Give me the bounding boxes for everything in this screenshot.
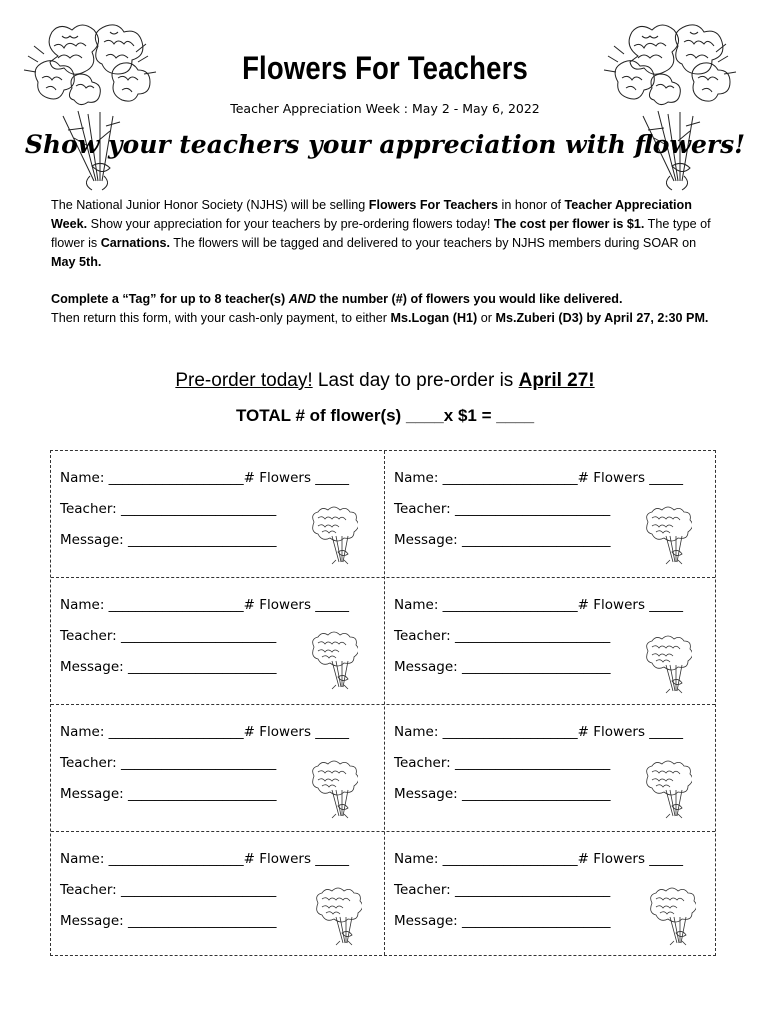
carnation-bouquet-icon (642, 631, 692, 695)
tag-name-field[interactable]: Name: ____________________# Flowers _____ (394, 597, 684, 613)
flower-tag (384, 450, 717, 576)
tag-teacher-field[interactable]: Teacher: _______________________ (394, 501, 611, 517)
carnation-bouquet-icon (308, 756, 358, 820)
tag-message-field[interactable]: Message: ______________________ (60, 786, 277, 802)
tag-teacher-field[interactable]: Teacher: _______________________ (394, 628, 611, 644)
tag-teacher-field[interactable]: Teacher: _______________________ (60, 882, 277, 898)
carnation-bouquet-icon (646, 883, 696, 947)
total-line: TOTAL # of flower(s) ____x $1 = ____ (235, 406, 535, 425)
tag-name-field[interactable]: Name: ____________________# Flowers _____ (60, 597, 350, 613)
tag-name-field[interactable]: Name: ____________________# Flowers _____ (394, 851, 684, 867)
tag-message-field[interactable]: Message: ______________________ (60, 532, 277, 548)
tag-teacher-field[interactable]: Teacher: _______________________ (60, 628, 277, 644)
intro-paragraph: The National Junior Honor Society (NJHS) will be selling Flowers For Teachers in honor of Teacher Appreciation Week. Show your appreciation for your teachers by pre-ordering flowers today! The cost per flower is $1. The type of flower is Carnations. The flowers will be tagged and delivered to your teachers by NJHS members during SOAR on May 5th. (51, 198, 711, 269)
tag-teacher-field[interactable]: Teacher: _______________________ (60, 755, 277, 771)
carnation-bouquet-icon (308, 502, 358, 566)
tag-message-field[interactable]: Message: ______________________ (60, 913, 277, 929)
tag-name-field[interactable]: Name: ____________________# Flowers _____ (394, 724, 684, 740)
flower-tag (50, 577, 383, 703)
tag-message-field[interactable]: Message: ______________________ (394, 532, 611, 548)
carnation-bouquet-icon (308, 627, 358, 691)
tag-message-field[interactable]: Message: ______________________ (394, 913, 611, 929)
tag-teacher-field[interactable]: Teacher: _______________________ (394, 882, 611, 898)
page-title: Flowers For Teachers (242, 50, 528, 86)
flower-tag (50, 704, 383, 830)
carnation-bouquet-icon (312, 883, 362, 947)
page-subtitle: Teacher Appreciation Week : May 2 - May 6, 2022 (230, 101, 540, 116)
preorder-line: Pre-order today! Last day to pre-order is April 27! (175, 370, 595, 391)
tag-name-field[interactable]: Name: ____________________# Flowers _____ (60, 851, 350, 867)
flower-tag (384, 831, 717, 957)
flower-tag (384, 704, 717, 830)
tag-message-field[interactable]: Message: ______________________ (394, 659, 611, 675)
tag-message-field[interactable]: Message: ______________________ (394, 786, 611, 802)
tag-teacher-field[interactable]: Teacher: _______________________ (394, 755, 611, 771)
flower-tag (50, 450, 383, 576)
tag-message-field[interactable]: Message: ______________________ (60, 659, 277, 675)
instructions-paragraph: Complete a “Tag” for up to 8 teacher(s) AND the number (#) of flowers you would like delivered. Then return this form, with your cash-only payment, to either Ms.Logan (H1) or Ms.Zuberi (D3) by April 27, 2:30 PM. (51, 292, 709, 325)
flower-tag (50, 831, 383, 957)
tag-teacher-field[interactable]: Teacher: _______________________ (60, 501, 277, 517)
carnation-bouquet-icon (642, 502, 692, 566)
flower-tag (384, 577, 717, 703)
carnation-bouquet-icon (642, 756, 692, 820)
tag-name-field[interactable]: Name: ____________________# Flowers _____ (394, 470, 684, 486)
tagline: Show your teachers your appreciation with flowers! (24, 130, 746, 159)
tag-name-field[interactable]: Name: ____________________# Flowers _____ (60, 724, 350, 740)
tag-name-field[interactable]: Name: ____________________# Flowers _____ (60, 470, 350, 486)
